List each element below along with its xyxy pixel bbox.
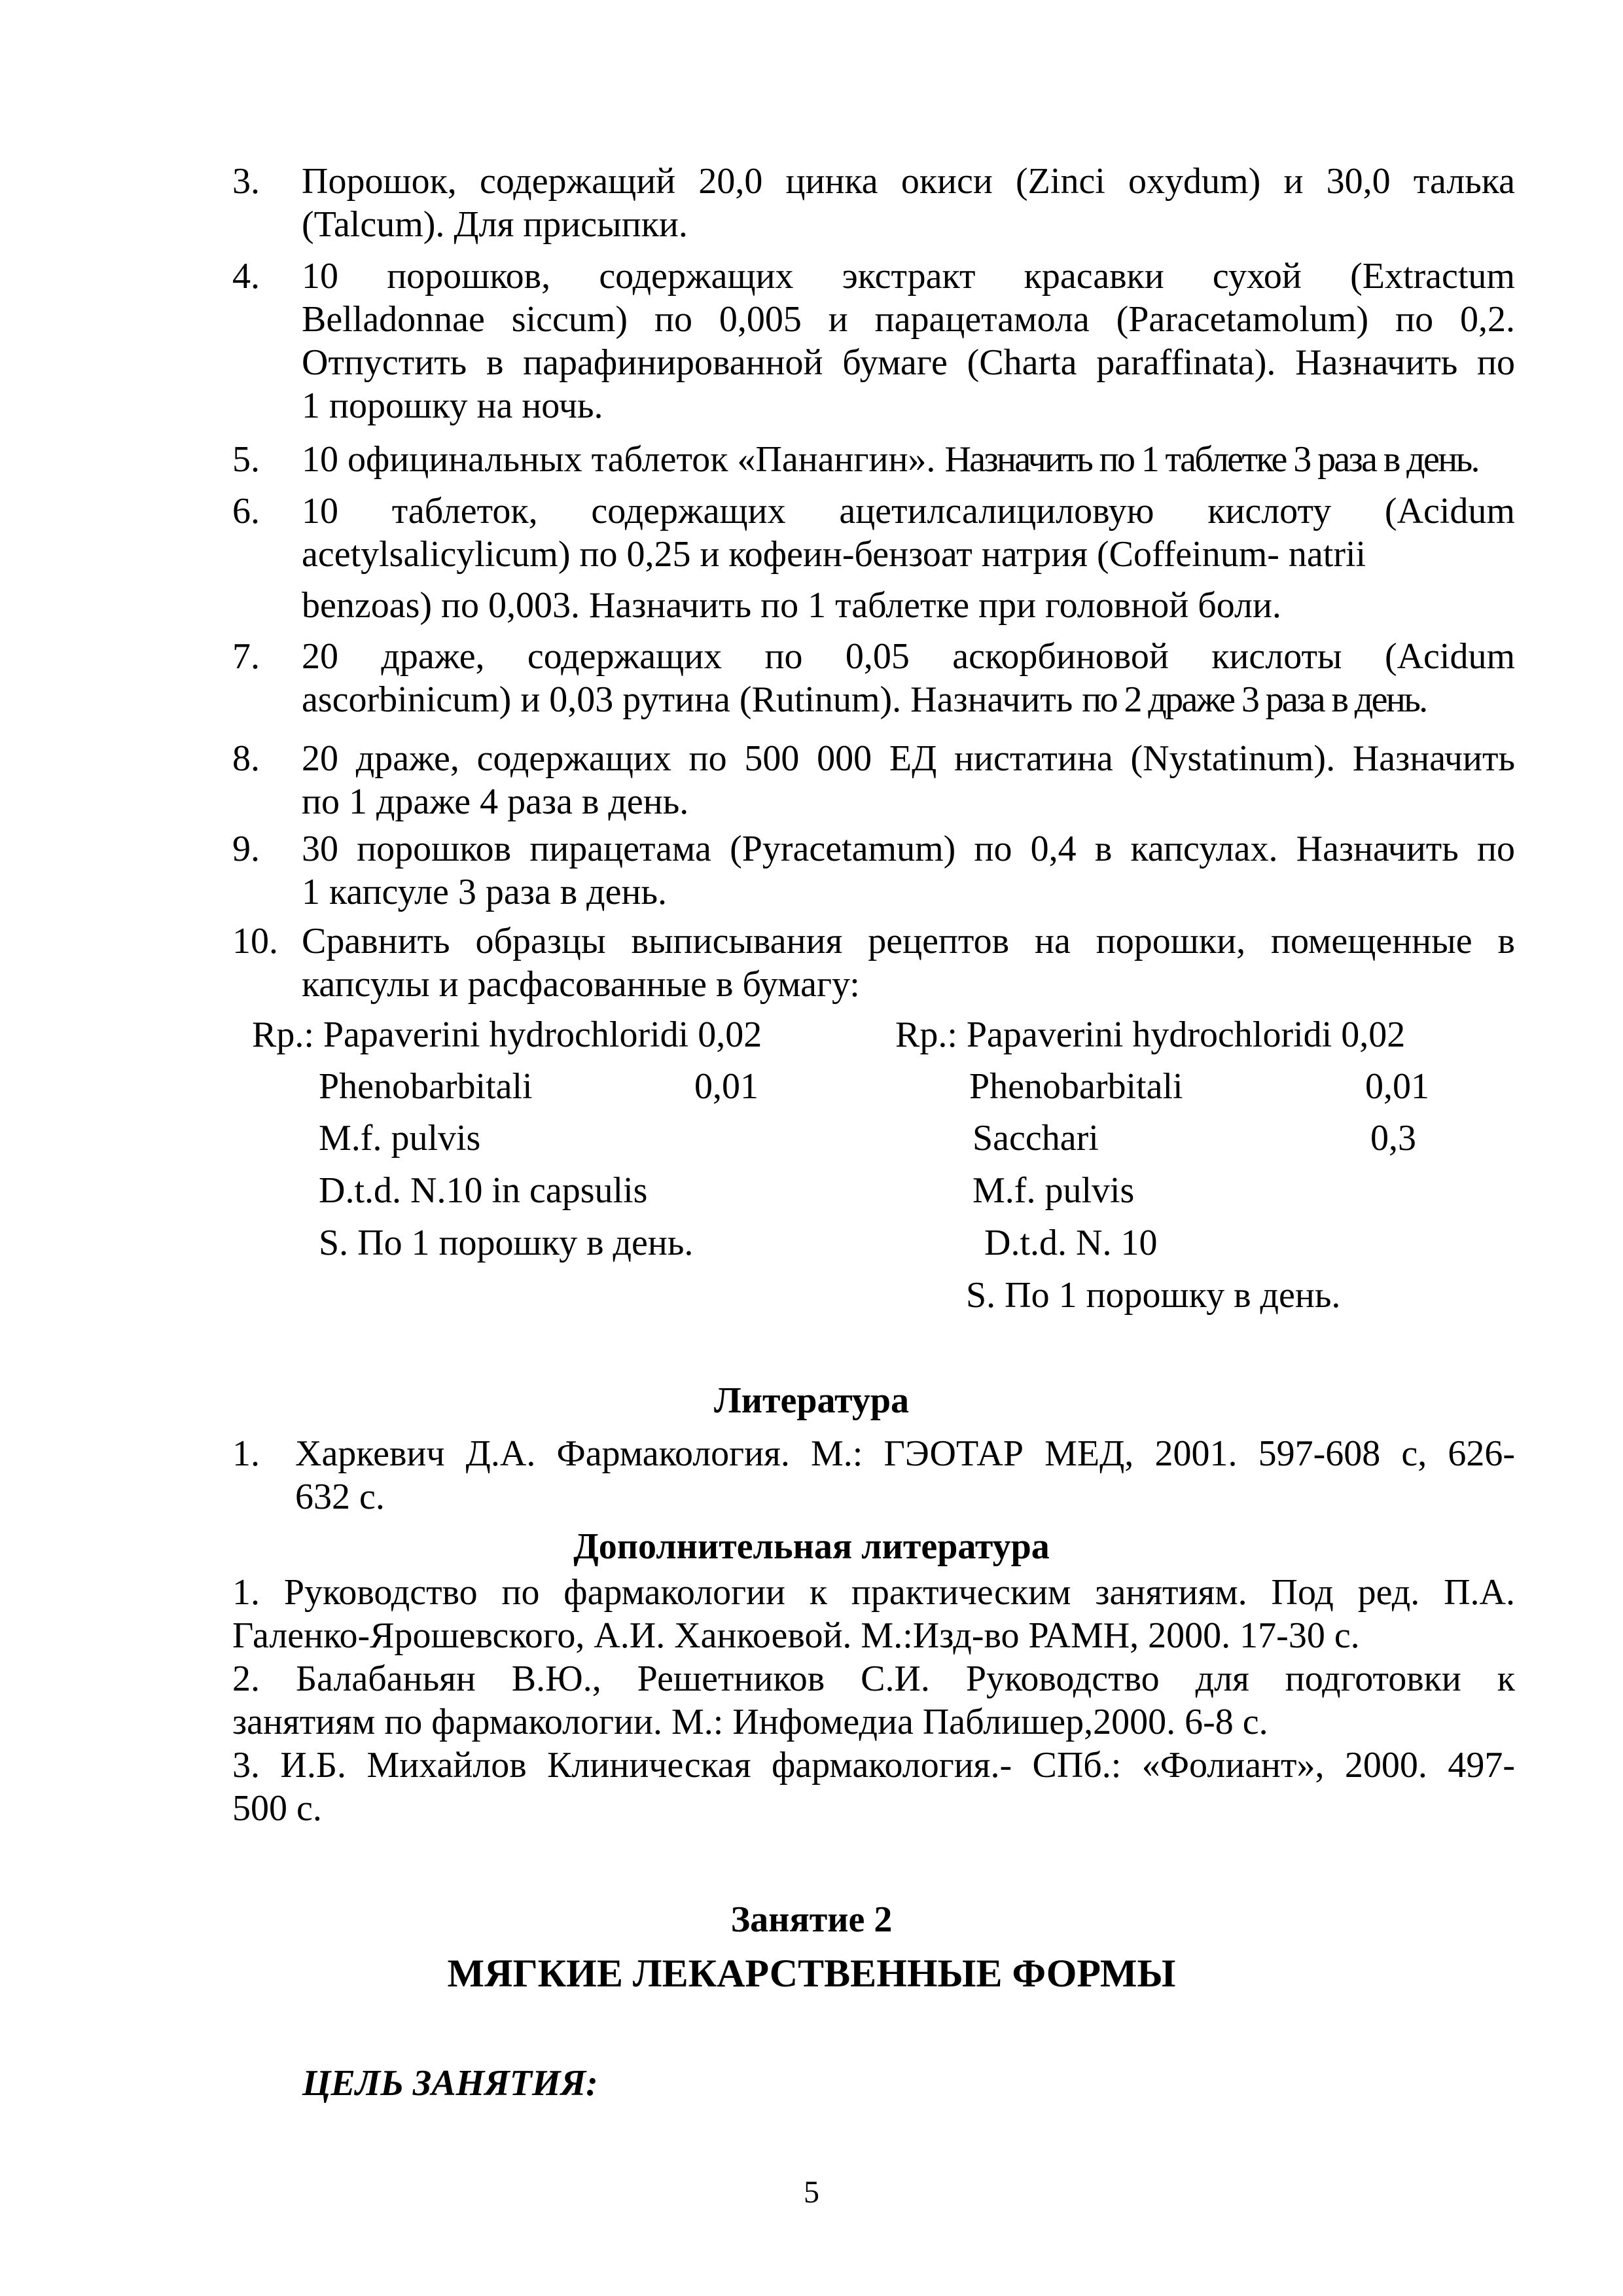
task-line: 30 порошков пирацетама (Pyracetamum) по 0,4 в капсулах. Назначить по	[302, 829, 1515, 869]
lesson-goal-heading: ЦЕЛЬ ЗАНЯТИЯ:	[302, 2063, 598, 2104]
recipe-line: Rp.: Papaverini hydrochloridi 0,02	[252, 1014, 762, 1055]
recipe-ingredient: Phenobarbitali	[969, 1066, 1183, 1107]
task-number: 3.	[232, 161, 260, 202]
extra-literature-line: Галенко-Ярошевского, А.И. Ханкоевой. М.:Изд-во РАМН, 2000. 17-30 с.	[232, 1615, 1360, 1656]
task-line: по 1 драже 4 раза в день.	[302, 781, 689, 822]
task-line: ascorbinicum) и 0,03 рутина (Rutinum). Назначить	[302, 679, 1073, 720]
extra-literature-heading: Дополнительная литература	[573, 1526, 1050, 1567]
recipe-line: Rp.: Papaverini hydrochloridi 0,02	[895, 1014, 1406, 1055]
task-item	[232, 438, 1515, 481]
task-line: acetylsalicylicum) по 0,25 и кофеин-бензоат натрия (Coffeinum- natrii	[302, 534, 1366, 575]
task-dosage: по 2 драже 3 раза в день.	[1082, 679, 1427, 720]
task-item	[232, 920, 1515, 1006]
task-number: 9.	[232, 829, 260, 869]
recipe-ingredient: Phenobarbitali	[319, 1066, 533, 1107]
recipe-ingredient: Sacchari	[972, 1118, 1099, 1158]
task-line: (Talcum). Для присыпки.	[302, 204, 688, 245]
lesson-title: Занятие 2	[730, 1899, 893, 1940]
task-dosage: Назначить по 1 таблетке 3 раза в день.	[944, 439, 1478, 480]
task-number: 10.	[232, 921, 278, 961]
task-line: benzoas) по 0,003. Назначить по 1 таблетке при головной боли.	[302, 585, 1281, 626]
task-number: 6.	[232, 491, 260, 531]
task-line: 10 порошков, содержащих экстракт красавки сухой (Extractum	[302, 256, 1515, 296]
task-item	[232, 490, 1515, 627]
recipe-signature: S. По 1 порошку в день.	[319, 1223, 694, 1263]
task-item	[232, 255, 1515, 427]
recipe-line: D.t.d. N. 10	[984, 1223, 1158, 1263]
recipe-line: M.f. pulvis	[972, 1170, 1135, 1211]
task-item	[232, 635, 1515, 721]
extra-literature-line: 2. Балабаньян В.Ю., Решетников С.И. Руководство для подготовки к	[232, 1659, 1515, 1699]
literature-line: 632 с.	[295, 1477, 385, 1517]
task-number: 4.	[232, 256, 260, 296]
task-item	[232, 827, 1515, 914]
task-line: 10 таблеток, содержащих ацетилсалициловую кислоту (Acidum	[302, 491, 1515, 531]
extra-literature-line: 500 с.	[232, 1788, 322, 1829]
task-number: 5.	[232, 439, 260, 480]
task-line: капсулы и расфасованные в бумагу:	[302, 964, 860, 1005]
recipe-line: M.f. pulvis	[319, 1118, 481, 1158]
task-line: Сравнить образцы выписывания рецептов на порошки, помещенные в	[302, 921, 1515, 961]
task-number: 8.	[232, 738, 260, 779]
extra-literature-list	[232, 1571, 1515, 1830]
recipe-signature: S. По 1 порошку в день.	[966, 1275, 1341, 1316]
task-line: Belladonnae siccum) по 0,005 и парацетамола (Paracetamolum) по 0,2.	[302, 299, 1515, 340]
literature-heading: Литература	[714, 1380, 909, 1421]
recipe-line: D.t.d. N.10 in capsulis	[319, 1170, 648, 1211]
task-item	[232, 160, 1515, 246]
lesson-subtitle: МЯГКИЕ ЛЕКАРСТВЕННЫЕ ФОРМЫ	[447, 1952, 1176, 1995]
extra-literature-line: 3. И.Б. Михайлов Клиническая фармакология.- СПб.: «Фолиант», 2000. 497-	[232, 1745, 1515, 1785]
task-line: Отпустить в парафинированной бумаге (Charta paraffinata). Назначить по	[302, 342, 1515, 383]
recipe-dose: 0,01	[1365, 1066, 1429, 1107]
task-number: 7.	[232, 636, 260, 677]
recipe-dose: 0,3	[1370, 1118, 1416, 1158]
recipe-dose: 0,01	[694, 1066, 758, 1107]
page-number: 5	[804, 2175, 819, 2210]
task-line: 1 порошку на ночь.	[302, 386, 603, 426]
task-line: 20 драже, содержащих по 500 000 ЕД нистатина (Nystatinum). Назначить	[302, 738, 1515, 779]
task-line: Порошок, содержащий 20,0 цинка окиси (Zinci oxydum) и 30,0 талька	[302, 161, 1515, 202]
literature-item	[232, 1432, 1515, 1518]
task-line: 1 капсуле 3 раза в день.	[302, 872, 668, 912]
literature-number: 1.	[232, 1433, 260, 1474]
extra-literature-line: 1. Руководство по фармакологии к практическим занятиям. Под ред. П.А.	[232, 1572, 1515, 1613]
task-line: 20 драже, содержащих по 0,05 аскорбиновой кислоты (Acidum	[302, 636, 1515, 677]
literature-line: Харкевич Д.А. Фармакология. М.: ГЭОТАР МЕД, 2001. 597-608 с, 626-	[295, 1433, 1515, 1474]
extra-literature-line: занятиям по фармакологии. М.: Инфомедиа Паблишер,2000. 6-8 с.	[232, 1702, 1268, 1742]
task-item	[232, 737, 1515, 823]
task-text: 10 официнальных таблеток «Панангин».	[302, 439, 936, 480]
